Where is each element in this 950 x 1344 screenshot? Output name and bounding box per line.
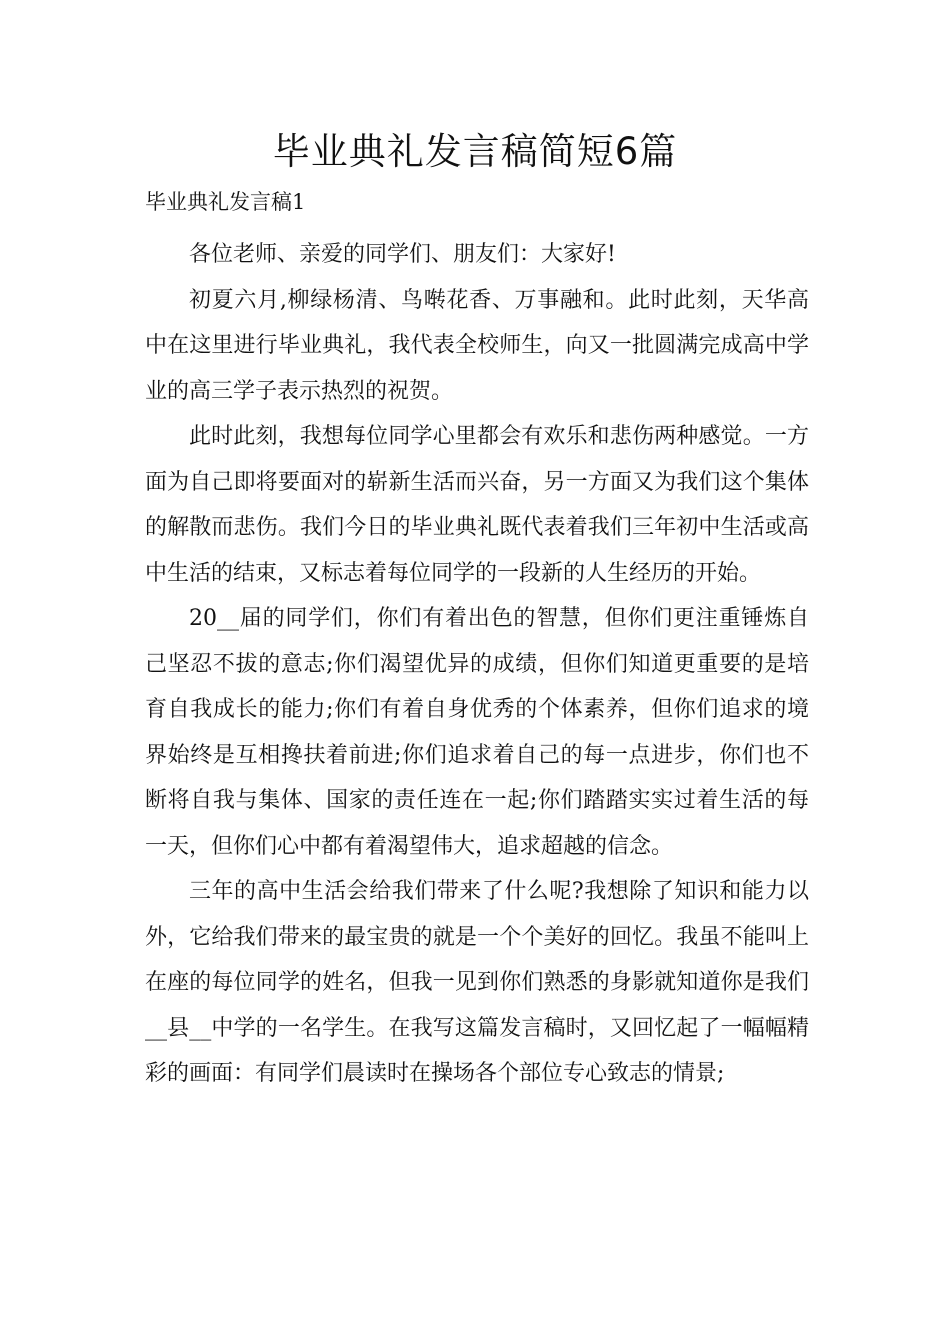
paragraph: 此时此刻，我想每位同学心里都会有欢乐和悲伤两种感觉。一方面为自己即将要面对的崭新生活而兴奋，另一方面又为我们这个集体的解散而悲伤。我们今日的毕业典礼既代表着我们三年初中生活或高中生活的结束，又标志着每位同学的一段新的人生经历的开始。 (145, 424, 809, 586)
paragraph: 初夏六月,柳绿杨清、鸟啭花香、万事融和。此时此刻，天华高中在这里进行毕业典礼，我代表全校师生，向又一批圆满完成高中学业的高三学子表示热烈的祝贺。 (145, 287, 809, 404)
document-title: 毕业典礼发言稿简短6篇 (272, 130, 678, 173)
document-body (145, 232, 809, 1097)
paragraph-greeting: 各位老师、亲爱的同学们、朋友们：大家好! (189, 242, 616, 267)
paragraph: 20__届的同学们，你们有着出色的智慧，但你们更注重锤炼自己坚忍不拔的意志;你们渴望优异的成绩，但你们知道更重要的是培育自我成长的能力;你们有着自身优秀的个体素养，但你们追求的境界始终是互相搀扶着前进;你们追求着自己的每一点进步，你们也不断将自我与集体、国家的责任连在一起;你们踏踏实实过着生活的每一天，但你们心中都有着渴望伟大，追求超越的信念。 (145, 606, 809, 859)
section-heading: 毕业典礼发言稿1 (145, 190, 306, 214)
paragraph: 三年的高中生活会给我们带来了什么呢?我想除了知识和能力以外，它给我们带来的最宝贵的就是一个个美好的回忆。我虽不能叫上在座的每位同学的姓名，但我一见到你们熟悉的身影就知道你是我们__县__中学的一名学生。在我写这篇发言稿时，又回忆起了一幅幅精彩的画面：有同学们晨读时在操场各个部位专心致志的情景; (145, 879, 809, 1086)
